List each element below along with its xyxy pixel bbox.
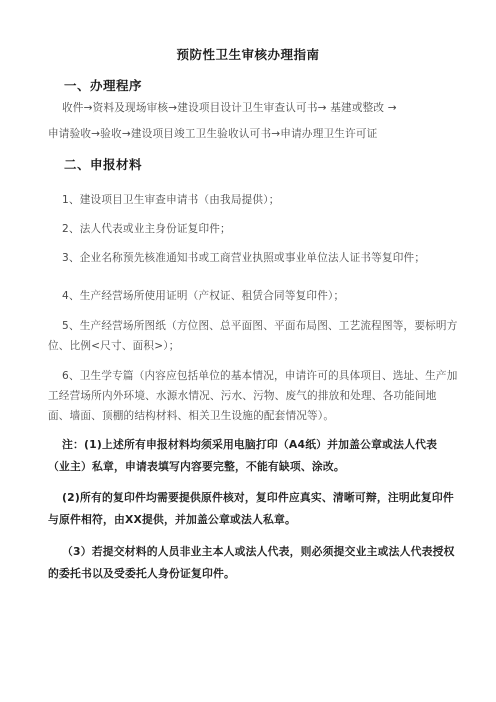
note-2: (2)所有的复印件均需要提供原件核对，复印件应真实、清晰可辩，注明此复印件与原件相符，由XX提供，并加盖公章或法人私章。: [48, 491, 454, 526]
document-title: 预防性卫生审核办理指南: [176, 47, 320, 62]
material-item-4: 4、生产经营场所使用证明（产权证、租赁合同等复印件）；: [62, 290, 345, 302]
material-item-6: 6、卫生学专篇（内容应包括单位的基本情况，申请许可的具体项目、选址、生产加工经营场所内外环境、水源水情况、污水、污物、废气的排放和处理、各功能间地面、墙面、顶棚的结构材料、相关卫生设施的配套情况等）。: [48, 370, 458, 422]
procedure-flow-line-2: 申请验收→验收→建设项目竣工卫生验收认可书→申请办理卫生许可证: [48, 128, 378, 140]
material-item-2: 2、法人代表或业主身份证复印件；: [62, 223, 231, 235]
note-1: 注：(1)上述所有申报材料均须采用电脑打印（A4纸）并加盖公章或法人代表（业主）私章，申请表填写内容要完整，不能有缺项、涂改。: [48, 438, 438, 473]
material-item-3: 3、企业名称预先核准通知书或工商营业执照或事业单位法人证书等复印件；: [62, 252, 426, 264]
procedure-flow-line-1: 收件→资料及现场审核→建设项目设计卫生审查认可书→ 基建或整改 →: [62, 102, 397, 114]
material-item-1: 1、建设项目卫生审查申请书（由我局提供）；: [62, 194, 280, 206]
note-3: （3）若提交材料的人员非业主本人或法人代表，则必须提交业主或法人代表授权的委托书以及受委托人身份证复印件。: [48, 545, 455, 580]
material-item-5: 5、生产经营场所图纸（方位图、总平面图、平面布局图、工艺流程图等，要标明方位、比例<尺寸、面积>）；: [48, 320, 458, 352]
section-heading-materials: 二、申报材料: [64, 157, 143, 172]
section-heading-procedure: 一、办理程序: [64, 78, 143, 93]
